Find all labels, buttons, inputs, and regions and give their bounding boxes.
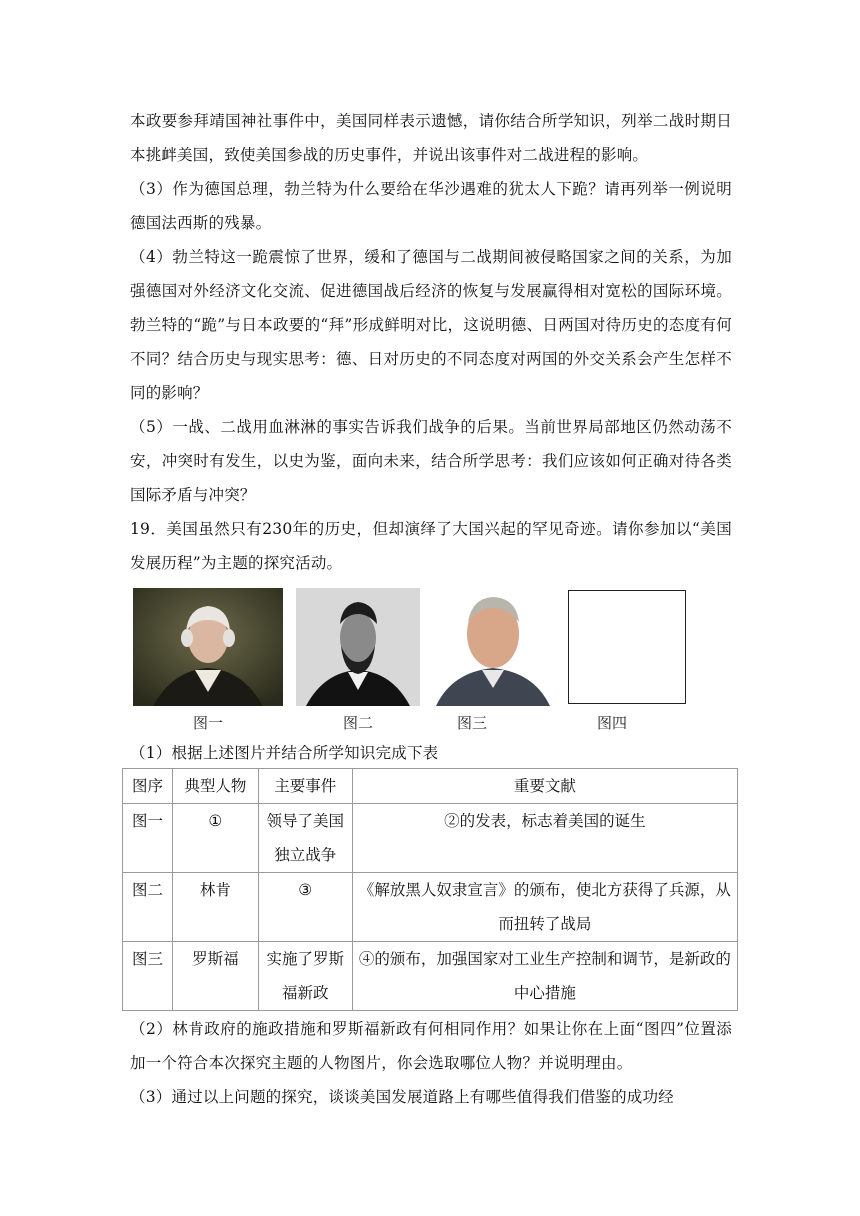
table-cell: ③ bbox=[258, 873, 352, 942]
paragraph-sub-3: （3）通过以上问题的探究，谈谈美国发展道路上有哪些值得我们借鉴的成功经 bbox=[130, 1088, 674, 1106]
table-header-cell: 典型人物 bbox=[172, 769, 258, 804]
caption-figure-2: 图二 bbox=[342, 714, 373, 732]
portrait-figure-2 bbox=[296, 588, 420, 706]
table-header-cell: 主要事件 bbox=[258, 769, 352, 804]
table-cell: 图二 bbox=[123, 873, 173, 942]
table-row bbox=[123, 804, 738, 873]
table-cell: ④的颁布，加强国家对工业生产控制和调节，是新政的中心措施 bbox=[352, 942, 737, 1011]
paragraph-question-2: 本政要参拜靖国神社事件中，美国同样表示遗憾，请你结合所学知识，列举二战时期日本挑衅美国，致使美国参战的历史事件，并说出该事件对二战进程的影响。 bbox=[130, 112, 732, 164]
caption-figure-4: 图四 bbox=[596, 714, 627, 732]
table-cell: ②的发表，标志着美国的诞生 bbox=[352, 804, 737, 873]
caption-figure-1: 图一 bbox=[192, 714, 223, 732]
table-header-row bbox=[123, 769, 738, 804]
paragraph-sub-2: （2）林肯政府的施政措施和罗斯福新政有何相同作用？如果让你在上面“图四”位置添加一个符合本次探究主题的人物图片，你会选取哪位人物？并说明理由。 bbox=[130, 1020, 732, 1072]
table-header-cell: 图序 bbox=[123, 769, 173, 804]
paragraph-question-19: 19．美国虽然只有230年的历史，但却演绎了大国兴起的罕见奇迹。请你参加以“美国发展历程”为主题的探究活动。 bbox=[130, 520, 732, 572]
portrait-figure-3 bbox=[432, 588, 554, 706]
paragraph-sub-1: （1）根据上述图片并结合所学知识完成下表 bbox=[130, 744, 439, 762]
paragraph-question-3: （3）作为德国总理，勃兰特为什么要给在华沙遇难的犹太人下跪？请再列举一例说明德国法西斯的残暴。 bbox=[130, 180, 732, 232]
table-cell: 林肯 bbox=[172, 873, 258, 942]
table-row bbox=[123, 942, 738, 1011]
portrait-figure-1 bbox=[133, 588, 283, 706]
paragraph-question-4: （4）勃兰特这一跪震惊了世界，缓和了德国与二战期间被侵略国家之间的关系，为加强德国对外经济文化交流、促进德国战后经济的恢复与发展赢得相对宽松的国际环境。勃兰特的“跪”与日本政要的“拜”形成鲜明对比，这说明德、日两国对待历史的态度有何不同？结合历史与现实思考：德、日对历史的不同态度对两国的外交关系会产生怎样不同的影响？ bbox=[130, 248, 732, 402]
caption-figure-3: 图三 bbox=[456, 714, 487, 732]
figure-row bbox=[130, 584, 690, 740]
table-row bbox=[123, 873, 738, 942]
table-header-cell: 重要文献 bbox=[352, 769, 737, 804]
table-cell: 图一 bbox=[123, 804, 173, 873]
table-cell: 图三 bbox=[123, 942, 173, 1011]
table-cell: ① bbox=[172, 804, 258, 873]
table-cell: 《解放黑人奴隶宣言》的颁布，使北方获得了兵源，从而扭转了战局 bbox=[352, 873, 737, 942]
table-cell: 罗斯福 bbox=[172, 942, 258, 1011]
paragraph-question-5: （5）一战、二战用血淋淋的事实告诉我们战争的后果。当前世界局部地区仍然动荡不安，冲突时有发生，以史为鉴，面向未来，结合所学思考：我们应该如何正确对待各类国际矛盾与冲突？ bbox=[130, 418, 732, 504]
portrait-figure-4-blank bbox=[568, 590, 686, 704]
table-cell: 领导了美国独立战争 bbox=[258, 804, 352, 873]
answer-table bbox=[122, 768, 738, 1011]
table-cell: 实施了罗斯福新政 bbox=[258, 942, 352, 1011]
